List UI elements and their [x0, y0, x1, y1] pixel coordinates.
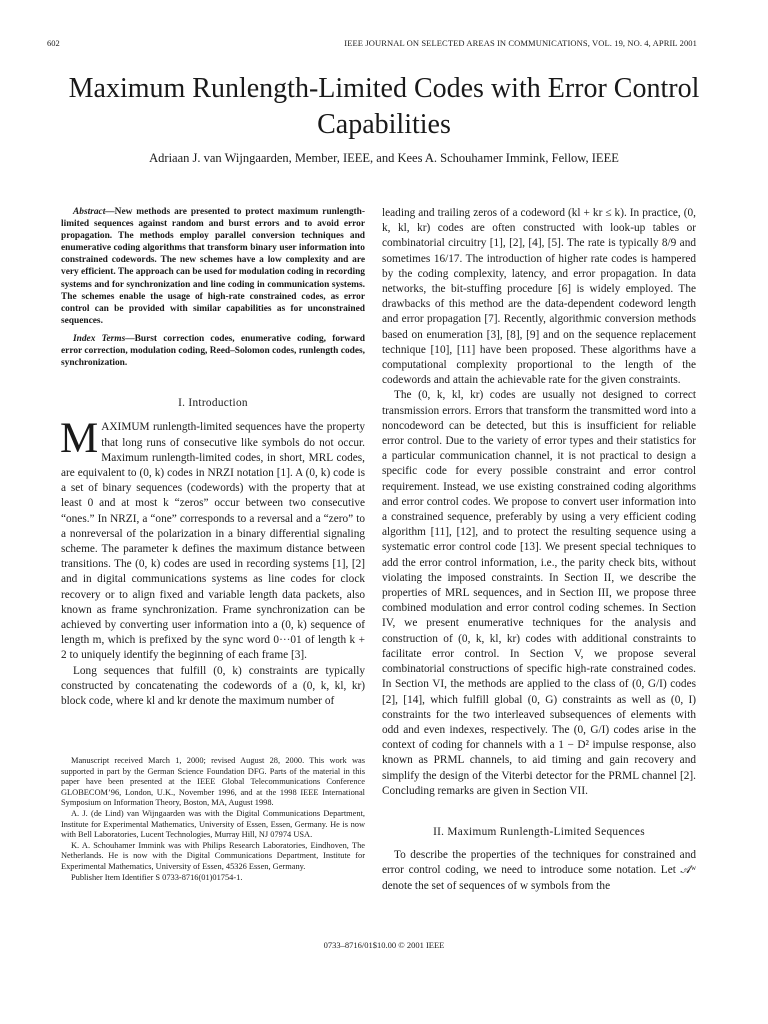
- footnote-author-2: K. A. Schouhamer Immink was with Philips Research Laboratories, Eindhoven, The Netherlands. He is now with the Digital Communications Department, Institute for Experimental Mathematics, University of Essen, 45326 Essen, Germany.: [61, 840, 365, 871]
- index-terms-lead: Index Terms—: [73, 333, 135, 344]
- footnote-publisher-id: Publisher Item Identifier S 0733-8716(01)01754-1.: [71, 872, 243, 882]
- abstract-text: New methods are presented to protect maximum runlength-limited sequences against random and burst errors and to avoid error propagation. The methods employ parallel conversion techniques and enumerative coding algorithms that transform binary user information into constrained codewords. The new schemes have a low complexity and are very efficient. The approach can be used for modulation coding in recording systems and for synchronization and line coding in communication systems. The schemes enable the usage of high-rate constrained codes, as error control can be provided with similar capabilities as for unconstrained sequences.: [61, 207, 365, 326]
- paper-title: Maximum Runlength-Limited Codes with Error Control Capabilities: [68, 73, 700, 140]
- abstract: [61, 206, 365, 327]
- page-number: 602: [47, 38, 60, 48]
- intro-paragraph-2: Long sequences that fulfill (0, k) constraints are typically constructed by concatenating the codewords of a (0, k, kl, kr) block code, where kl and kr denote the maximum number of: [61, 664, 365, 708]
- right-paragraph-2: The (0, k, kl, kr) codes are usually not designed to correct transmission errors. Errors that transform the transmitted word into a noncodeword can be detected, but this is insufficient for reliable error control. Due to the variety of error types and their statistics for a particular communication channel, it is not practical to design a specific code for every possible constraint and error control requirement. Instead, we use existing constrained coding algorithms and error control codes. We propose to convert user information into a constrained sequence, preferably by using a very efficient coding algorithm [11], [12], and to protect the resulting sequence using a systematic error control code [13]. We present special techniques to add the error control information, i.e., the parity check bits, without violating the imposed constraints. In Section II, we describe the properties of MRL sequences, and in Section III, we propose three combined modulation and error control coding schemes. In Section IV, we present enumerative techniques for the analysis and construction of (0, k, kl, kr) codes with additional constraints to facilitate error control. In Section V, we propose several combinatorial constructions of specific high-rate constrained codes. In Section VI, the methods are applied to the class of (0, G/I) codes [2], [14], which fulfill global (0, G) constraints as well as (0, I) constraints for the two interleaved subsequences of elements with odd and even indexes, respectively. The (0, G/I) codes arise in the context of coding for channels with a 1 − D² impulse response, also known as PRML channels, to aid timing and gain recovery and simplify the design of the Viterbi detector for the PRML channel [2]. Concluding remarks are given in Section VII.: [382, 389, 696, 797]
- index-terms-text: Burst correction codes, enumerative coding, forward error correction, modulation coding, Reed–Solomon codes, runlength codes, synchronization.: [61, 333, 366, 369]
- journal-header: IEEE JOURNAL ON SELECTED AREAS IN COMMUNICATIONS, VOL. 19, NO. 4, APRIL 2001: [344, 38, 697, 48]
- right-paragraph-1: leading and trailing zeros of a codeword (kl + kr ≤ k). In practice, (0, k, kl, kr) codes are often constructed with look-up tables or combinatorial circuitry [1], [2], [4], [5]. The rate is typically 8/9 and sometimes 16/17. The introduction of higher rate codes is hampered by the coding complexity, latency, and error propagation. In data networks, the bit-stuffing procedure [6] is widely employed. The drawbacks of this method are the data-dependent codeword length and error propagation [7]. Recently, algorithmic conversion methods based on enumeration [3], [8], [9] and on the sequence replacement technique [10], [11] have been proposed. These algorithms have a computational complexity proportional to the length of the codewords and attain the achievable rate for the given constraints.: [382, 207, 696, 387]
- right-column: [382, 206, 696, 894]
- copyright-footer: 0733–8716/01$10.00 © 2001 IEEE: [323, 940, 445, 950]
- index-terms: [61, 333, 365, 369]
- intro-paragraph-1: [60, 415, 365, 663]
- right-paragraph-3: To describe the properties of the techniques for constrained and error control coding, we need to introduce some notation. Let 𝒜ʷ denote the set of sequences of w symbols from the: [382, 849, 696, 892]
- footnote-manuscript: Manuscript received March 1, 2000; revised August 28, 2000. This work was supported in part by the German Science Foundation DFG. Parts of the material in this paper have been presented at the IEEE Global Telecommunications Conference GLOBECOM’96, London, U.K., November 1996, and at the 1998 IEEE International Symposium on Information Theory, Boston, MA, August 1998.: [61, 756, 365, 808]
- footnote-author-1: A. J. (de Lind) van Wijngaarden was with the Digital Communications Department, Institute for Experimental Mathematics, University of Essen, Essen, Germany. He is now with Bell Laboratories, Lucent Technologies, Murray Hill, NJ 07974 USA.: [61, 808, 365, 840]
- footnotes: [61, 756, 365, 883]
- author-line: Adriaan J. van Wijngaarden, Member, IEEE, and Kees A. Schouhamer Immink, Fellow, IEEE: [149, 151, 619, 165]
- drop-cap: M: [60, 415, 99, 463]
- intro-paragraph-1-text: AXIMUM runlength-limited sequences have the property that long runs of consecutive like symbols do not occur. Maximum runlength-limited codes, in short, MRL codes, are equivalent to (0, k) codes in NRZI notation [1]. A (0, k) code is a set of binary sequences (codewords) with the property that at least 0 and at most k “zeros” occur between two consecutive “ones.” In NRZI, a “one” corresponds to a reversal and a “zero” to a nonreversal of the polarization in a binary differential signaling scheme. The parameter k defines the maximum distance between transitions. The (0, k) codes are used in recording systems [1], [2] and in digital communications systems as line codes for clock recovery or to align fixed and variable length data packets, also known as frame synchronization. Frame synchronization can be achieved by converting user information into a (0, k) sequence of length m, which is prefixed by the sync word 0···01 of length k + 2 to uniquely identify the beginning of each frame [3].: [61, 421, 365, 662]
- abstract-lead: Abstract—: [73, 207, 115, 217]
- left-column: [61, 206, 365, 709]
- section-heading-mrl-sequences: II. Maximum Runlength-Limited Sequences: [433, 825, 645, 838]
- section-heading-introduction: I. Introduction: [178, 397, 248, 410]
